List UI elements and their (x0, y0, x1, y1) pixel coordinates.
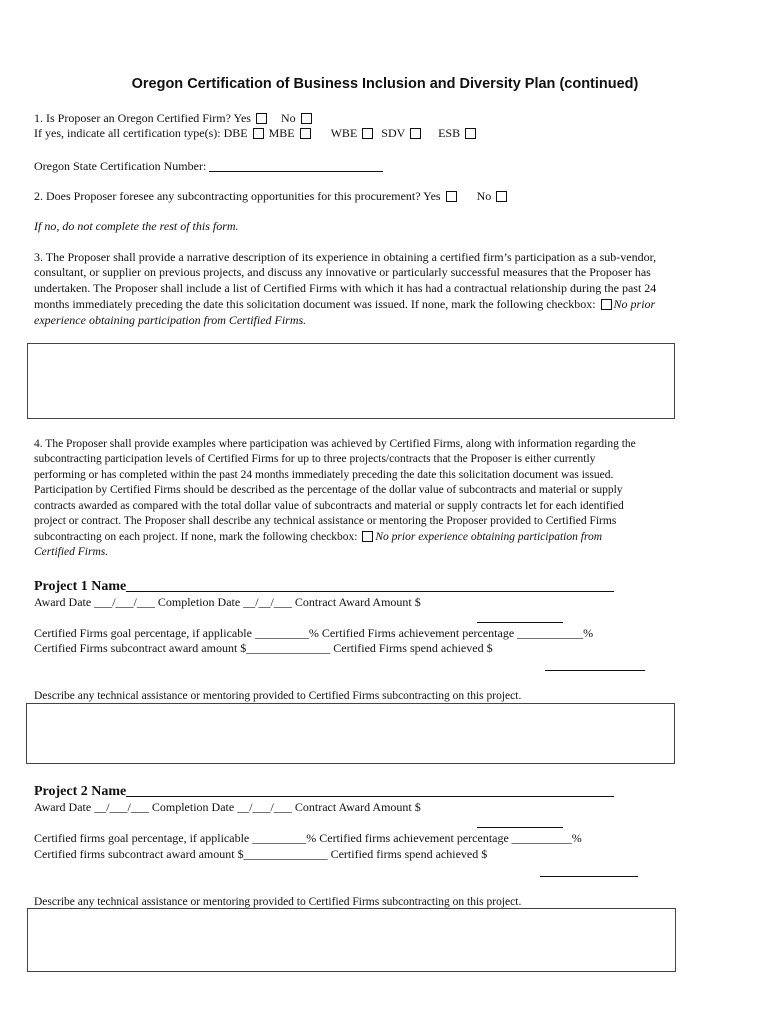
q4-checkbox-label-cont: Certified Firms. (34, 546, 109, 558)
project-2-name-row (34, 782, 614, 800)
project-1-amount-line: Certified Firms subcontract award amount $______________ Certified Firms spend achieved $ (34, 641, 493, 655)
q1-no-label: No (280, 111, 296, 125)
q2-no-label: No (476, 189, 492, 203)
project-1-name-label: Project 1 Name (34, 579, 127, 594)
esb-label: ESB (438, 126, 461, 140)
q1-no-checkbox[interactable] (301, 113, 312, 124)
project-2-describe-label: Describe any technical assistance or mentoring provided to Certified Firms subcontracting on this project. (34, 896, 522, 908)
project-2-contract-amount-field[interactable] (477, 827, 563, 828)
q4-line-3: performing or has completed within the past 24 months immediately preceding the date this solicitation document was issued. (34, 469, 614, 481)
q3-no-experience-checkbox[interactable] (601, 299, 612, 310)
q1-row (34, 111, 314, 126)
q3-narrative-textbox[interactable] (27, 343, 675, 419)
q3-line-4 (34, 297, 655, 312)
q3-line-4-text: months immediately preceding the date this solicitation document was issued. If none, mark the following checkbox: (34, 297, 596, 311)
project-2-amount-line: Certified firms subcontract award amount $______________ Certified firms spend achieved $ (34, 847, 488, 861)
project-2-spend-achieved-field[interactable] (540, 876, 638, 877)
q2-no-checkbox[interactable] (496, 191, 507, 202)
q3-checkbox-label: No prior (613, 297, 656, 311)
q2-question: 2. Does Proposer foresee any subcontracting opportunities for this procurement? Yes (34, 189, 441, 203)
q4-line-4: Participation by Certified Firms should be described as the percentage of the dollar value of subcontracts and material or supply (34, 484, 623, 496)
q4-line-7-text: subcontracting on each project. If none, mark the following checkbox: (34, 531, 358, 543)
project-1-name-field[interactable] (126, 577, 614, 592)
mbe-checkbox[interactable] (300, 128, 311, 139)
project-1-award-line: Award Date ___/___/___ Completion Date __/__/___ Contract Award Amount $ (34, 595, 421, 609)
q4-checkbox-label: No prior experience obtaining participation from (375, 531, 603, 543)
project-1-contract-amount-field[interactable] (477, 622, 563, 623)
project-2-award-line: Award Date __/___/___ Completion Date __/___/___ Contract Award Amount $ (34, 800, 421, 814)
sdv-checkbox[interactable] (410, 128, 421, 139)
q4-line-5: contracts awarded as compared with the total dollar value of subcontracts and material or supply contracts let for each identified (34, 500, 624, 512)
sdv-label: SDV (381, 126, 406, 140)
cert-number-field[interactable] (209, 158, 383, 172)
wbe-label: WBE (330, 126, 358, 140)
wbe-checkbox[interactable] (362, 128, 373, 139)
q4-line-1: 4. The Proposer shall provide examples where participation was achieved by Certified Firms, along with information regarding the (34, 438, 636, 450)
q3-checkbox-label-cont: experience obtaining participation from Certified Firms. (34, 313, 307, 327)
project-1-spend-achieved-field[interactable] (545, 670, 645, 671)
dbe-checkbox[interactable] (253, 128, 264, 139)
q1-types-row (34, 126, 478, 141)
if-no-note: If no, do not complete the rest of this form. (34, 219, 239, 233)
q3-line-1: 3. The Proposer shall provide a narrative description of its experience in obtaining a certified firm’s participation as a sub-vendor, (34, 250, 657, 264)
project-2-name-label: Project 2 Name (34, 784, 127, 799)
q4-line-7 (34, 530, 602, 546)
cert-number-row (34, 158, 383, 174)
project-1-goal-line: Certified Firms goal percentage, if applicable _________% Certified Firms achievement percentage ___________% (34, 626, 594, 640)
project-2-assistance-textbox[interactable] (27, 908, 676, 972)
project-1-describe-label: Describe any technical assistance or mentoring provided to Certified Firms subcontracting on this project. (34, 690, 522, 702)
project-2-goal-line: Certified firms goal percentage, if applicable _________% Certified firms achievement percentage __________% (34, 831, 582, 845)
q1-types-label: If yes, indicate all certification type(s): DBE (34, 126, 248, 140)
q4-line-2: subcontracting participation levels of Certified Firms for up to three projects/contracts that the Proposer is either currently (34, 453, 596, 465)
q3-line-3: undertaken. The Proposer shall include a list of Certified Firms with which it has had a contractual relationship during the past 24 (34, 281, 657, 295)
q4-no-experience-checkbox[interactable] (362, 531, 373, 542)
form-title: Oregon Certification of Business Inclusion and Diversity Plan (continued) (131, 76, 639, 92)
q4-line-6: project or contract. The Proposer shall describe any technical assistance or mentoring the Proposer provided to Certified Firms (34, 515, 617, 527)
project-1-name-row (34, 577, 614, 595)
mbe-label: MBE (268, 126, 295, 140)
q1-yes-checkbox[interactable] (256, 113, 267, 124)
project-1-assistance-textbox[interactable] (26, 703, 675, 764)
cert-number-label: Oregon State Certification Number: (34, 159, 207, 173)
esb-checkbox[interactable] (465, 128, 476, 139)
q3-line-2: consultant, or supplier on previous projects, and discuss any innovative or particularly successful measures that the Proposer has (34, 265, 651, 279)
q2-yes-checkbox[interactable] (446, 191, 457, 202)
q1-question: 1. Is Proposer an Oregon Certified Firm? Yes (34, 111, 251, 125)
project-2-name-field[interactable] (126, 782, 614, 797)
q2-row (34, 189, 509, 204)
